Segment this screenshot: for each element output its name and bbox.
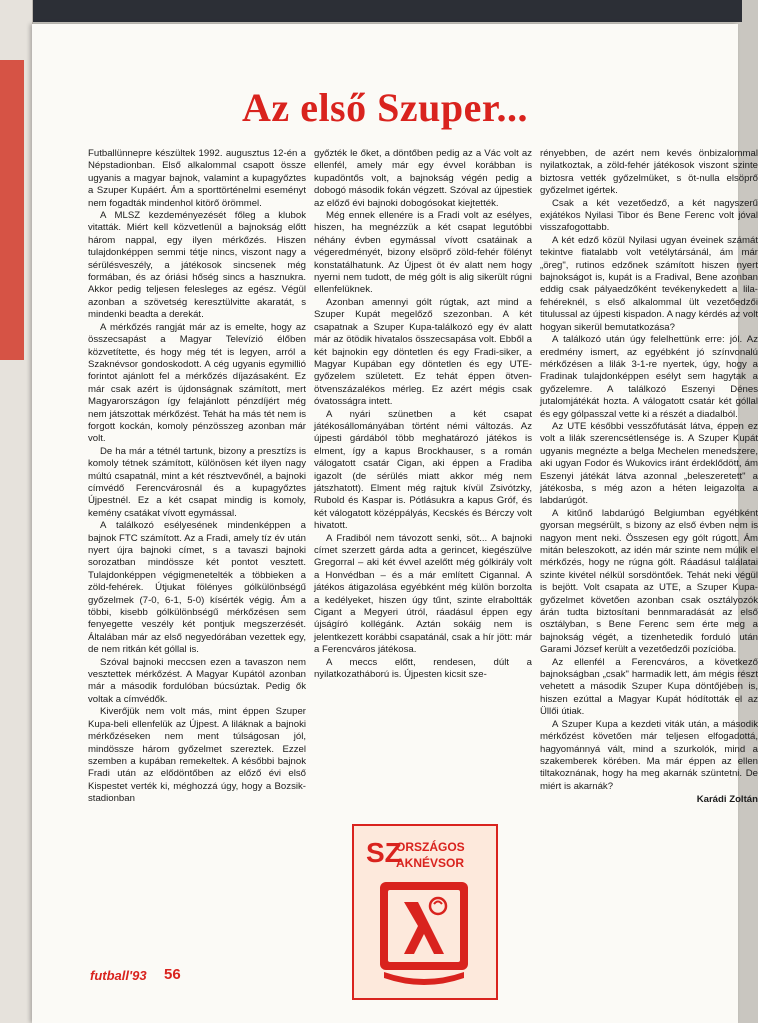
ad-wordmark bbox=[366, 836, 486, 876]
article-author: Karádi Zoltán bbox=[696, 794, 758, 806]
article-paragraph: győzték le őket, a döntőben pedig az a Vác volt az ellenfél, amely már egy évvel korábban is kupadöntős volt, a bajnokság végén pedig a dobogó második fokán végzett. Szóval az újpestiek az előző évi bajnoki dobogósokat kiejtették. bbox=[314, 148, 532, 209]
background-red-edge bbox=[0, 60, 24, 360]
article-column-1 bbox=[88, 148, 306, 974]
article-paragraph: Szóval bajnoki meccsen ezen a tavaszon nem vesztettek mérkőzést. A Magyar Kupától azonban már a második fordulóban búcsúztak. Pedig ők voltak a címvédők. bbox=[88, 656, 306, 705]
article-paragraph: De ha már a tétnél tartunk, bizony a presztízs is komoly tétnek számított, különösen két ilyen nagy múltú csapatnál, mint a két résztvevőnél, a bajnoki címvédő Ferencvárosnál és a kupagyőztes Újpestnél. Ez a két csapat mindig is komoly, kemény csatákat vívott egymással. bbox=[88, 445, 306, 519]
page-number: 56 bbox=[164, 966, 181, 983]
article-paragraph: A kitűnő labdarúgó Belgiumban egyébként gyorsan megsérült, s bizony az első évben nem is nagyon ment neki. Összesen egy gólt rúgott. Ám mitán beleszokott, az idén már szinte nem múlik el mérkőzés, hogy ne rúgna gólt. Ráadásul találatai szinte kivétel nélkül sorsdöntőek. Tehát neki végül is bejött. Volt csapata az UTE, a Szuper Kupa-győzelmet követően azonban csak osztályozók árán tudta biztosítani bennmaradását az első osztályban, s Bene Ferenc sem érte meg a bajnokság végét, a tizenhetedik forduló után Garami József került a vezetőedzői pozícióba. bbox=[540, 507, 758, 656]
background-top-strip bbox=[0, 0, 742, 22]
article-paragraph: Azonban amennyi gólt rúgtak, azt mind a Szuper Kupát megelőző szezonban. A két csapatnak a Szuper Kupa-találkozó egy év alatt már az ötödik hivatalos összecsapása volt. Ebből a két bajnokin egy döntetlen és egy Fradi-siker, a Magyar Kupában egy döntetlen és egy UTE-győzelem született. Ez tehát éppen ötven-ötvenszázalékos mérleg. Ez azért mégis csak óvatosságra intett. bbox=[314, 296, 532, 408]
article-paragraph: A mérkőzés rangját már az is emelte, hogy az összecsapást a Magyar Televízió élőben közvetítette, és hogy még tét is legyen, arról a Szaknévsor gondoskodott. A cég ugyanis egymillió forintot ajánlott fel a mérkőzés díjazásaként. Ez már csak azért is újdonságnak számított, mert Magyarországon így felajánlott pénzdíjért még nem játszottak mérkőzést. Tehát ha más tét nem is forgott kockán, komoly pénzösszeg azonban már volt. bbox=[88, 321, 306, 445]
ad-sz-letters: SZ bbox=[366, 837, 402, 868]
article-column-3 bbox=[540, 148, 758, 978]
article-paragraph: Csak a két vezetőedző, a két nagyszerű exjátékos Nyilasi Tibor és Bene Ferenc volt jóval visszafogottabb. bbox=[540, 197, 758, 234]
article-paragraph: A találkozó esélyesének mindenképpen a bajnok FTC számított. Az a Fradi, amely tíz év után nyert újra bajnoki címet, s a tavaszi bajnoki sorozatban mindössze két pontot vesztett. Tulajdonképpen végigmenetelték a többieken a zöld-fehérek. Útjukat fölényes gólkülönbségű győzelmek (7-0, 6-1, 5-0) kísérték végig. Ám a többi, kisebb gólkülönbségű mérkőzésen sem fenyegette veszély két pontjuk megszerzését. Általában már az első negyedórában vezettek egy, de nem ritkán két góllal is. bbox=[88, 520, 306, 656]
article-paragraph: A nyári szünetben a két csapat játékosállományában történt némi változás. Az újpesti gárdából több meghatározó játékos is elment, így a kapus Brockhauser, s a román válogatott csatár Cigan, aki éppen a Fradiba igazolt (de sérülés miatt akkor még nem játszhatott). Elment még rajtuk kívül Zsivótzky, Rubold és Kaspar is. Pótlásukra a kapus Gróf, és két válogatott középpályás, Kecskés és Bérczy volt hivatott. bbox=[314, 408, 532, 532]
article-paragraph: Futballünnepre készültek 1992. augusztus 12-én a Népstadionban. Első alkalommal csapott össze ugyanis a magyar bajnok, valamint a kupagyőztes a Szuper Kupáért. Ám a sporttörténelmi eseményt nem fogadták mindenhol kitörő örömmel. bbox=[88, 148, 306, 209]
article-paragraph: A két edző közül Nyilasi ugyan éveinek számát tekintve fiatalabb volt vetélytársánál, ám már „öreg", rutinos edzőnek számított hiszen nyert bajnokságot is, kupát is a Fradival, Bene azonban eddig csak pályaedzőként tevékenykedett a lila-fehéreknél, s első alkalommal ült vezetőedzői titulussal az újpesti kispadon. A nagy kérdés az volt hogyan sikerül bemutatkozása? bbox=[540, 234, 758, 333]
magazine-brand: futball'93 bbox=[90, 968, 147, 983]
article-column-2 bbox=[314, 148, 532, 798]
article-paragraph: Még ennek ellenére is a Fradi volt az esélyes, hiszen, ha megnézzük a két csapat legutóbbi néhány évben egymással vívott csatáinak a végeredményét, bizony elsöprő zöld-fehér fölényt konstatálhatunk. Az Újpest öt év alatt nem hogy nyerni nem tudott, de még gólt is alig sikerült rúgni ellenfelüknek. bbox=[314, 210, 532, 296]
article-paragraph: A meccs előtt, rendesen, dúlt a nyilatkozatháború is. Újpesten kicsit sze- bbox=[314, 656, 532, 681]
article-paragraph: Kiverőjük nem volt más, mint éppen Szuper Kupa-beli ellenfelük az Újpest. A liláknak a bajnoki mérkőzéseken nem ment túlságosan jól, mindössze három győzelmet szereztek. Ezzel szemben a kupában remekeltek. A későbbi bajnok Fradi után az elődöntőben az előző évi első Kispestet verték ki, méghozzá úgy, hogy a Bozsik-stadionban bbox=[88, 706, 306, 805]
article-paragraph: A Szuper Kupa a kezdeti viták után, a második mérkőzést követően már teljesen elfogadottá, hagyománnyá vált, mind a szurkolók, mind a szakemberek körében. Ma már éppen az ellen tiltakoznának, hogy ha meg akarnák szüntetni. De miért is akarnák? bbox=[540, 718, 758, 792]
ad-line-2: AKNÉVSOR bbox=[396, 856, 465, 870]
article-paragraph: A Fradiból nem távozott senki, söt... A bajnoki címet szerzett gárda adta a gerincet, kiegészülve Gregorral – aki két évvel azelőtt még gólkirály volt a Honvédban – és a már említett Cigannal. A játékos átigazolása egyébként még külön borzolta a kedélyeket, hiszen úgy tűnt, szinte elraboltták Cigant a Megyeri útról, ráadásul éppen egy újságíró kollégánk. Aztán sokáig nem is jelentkezett korábbi csapatánál, csak a hír jött: már a Ferencváros játékosa. bbox=[314, 532, 532, 656]
article-paragraph: Az UTE későbbi vesszőfutását látva, éppen ez volt a lilák szerencsétlensége is. A Szuper Kupát ugyanis megnézte a belga Mechelen menedszere, aki ugyan Fodor és Wukovics iránt érdeklődött, ám Eszenyi játékát látva azonnal „beleszeretett" a játékosba, s még azon a héten leigazolta a labdarúgót. bbox=[540, 420, 758, 507]
article-paragraph: A MLSZ kezdeményezését főleg a klubok vitatták. Miért kell közvetlenül a bajnokság előtt három nappal, egy ilyen mérkőzés. Hiszen tulajdonképpen semmi tétje nincs, viszont nagy a sérülésveszély, a játékosok sincsenek még formában, és az óriási hőség sincs a hasznukra. Akkor pedig teljesen felesleges az egész. Végül azonban a szövetség keresztülvitte akaratát, s mindenki beadta a derekát. bbox=[88, 210, 306, 321]
article-paragraph: A találkozó után úgy felelhettünk erre: jól. Az eredmény ismert, az egyébként jó színvonalú mérkőzésen a lilák 3-1-re nyertek, úgy, hogy a Fradinak tulajdonképpen esélyt sem hagytak a győzelemre. A találkozó Eszenyi Dénes jutalomjátékát hozta. A válogatott csatár két góllal és egy gólpasszal vette ki a részét a diadalból. bbox=[540, 334, 758, 420]
article-title: Az első Szuper... bbox=[242, 85, 528, 130]
article-paragraph: Az ellenfél a Ferencváros, a következő bajnokságban „csak" harmadik lett, ám mégis részt vehetett a második Szuper Kupa döntőjében is, hiszen ezúttal a Magyar Kupát hódították el az Üllői útiak. bbox=[540, 656, 758, 718]
szaknevsor-advertisement bbox=[352, 824, 498, 1000]
article-paragraph: rényebben, de azért nem kevés önbizalommal nyilatkoztak, a zöld-fehér játékosok viszont szinte biztosra vették győzelmüket, s öt-nulla elsöprő győzelmet igértek. bbox=[540, 148, 758, 197]
magazine-page bbox=[32, 24, 758, 1023]
ad-line-1: ORSZÁGOS bbox=[396, 840, 465, 854]
phonebook-walking-fingers-icon bbox=[374, 878, 474, 988]
